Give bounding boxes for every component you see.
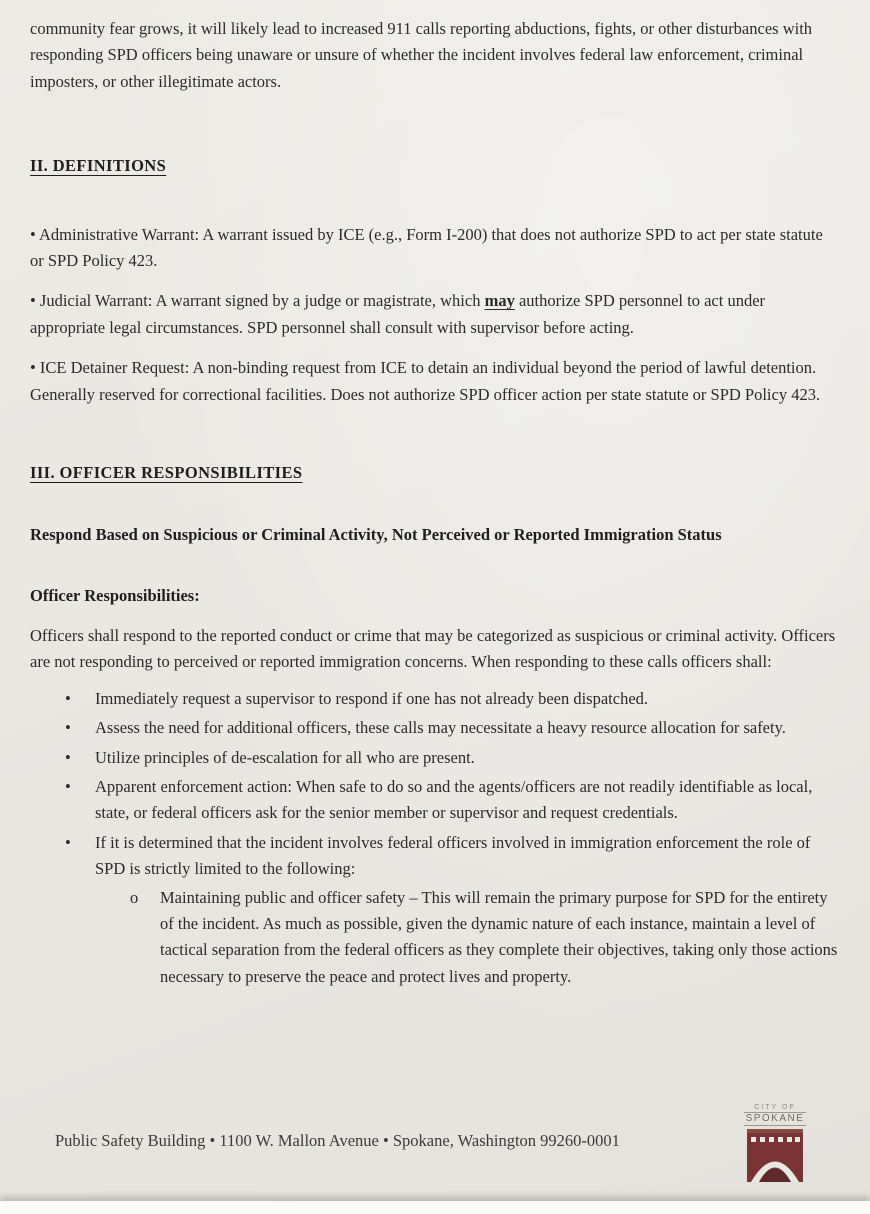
list-item: [65, 745, 840, 771]
logo-city-of-text: CITY OF: [754, 1104, 796, 1111]
list-item-text: Immediately request a supervisor to respond if one has not already been dispatched.: [95, 688, 649, 708]
responsibilities-list: [30, 686, 840, 990]
bullet-icon: •: [65, 718, 71, 738]
footer-address: Public Safety Building • 1100 W. Mallon Avenue • Spokane, Washington 99260-0001: [55, 1131, 620, 1150]
responsibilities-lead-paragraph: Officers shall respond to the reported conduct or crime that may be categorized as suspicious or criminal activity. Officers are not responding to perceived or reported immigration concerns. When responding to these calls officers shall:: [30, 626, 836, 672]
bridge-icon: [746, 1127, 804, 1183]
definitions-heading: II. DEFINITIONS: [30, 156, 167, 176]
bullet-icon: •: [65, 777, 71, 797]
list-item-text: Assess the need for additional officers, these calls may necessitate a heavy resource allocation for safety.: [95, 718, 786, 738]
list-item-text: Utilize principles of de-escalation for all who are present.: [95, 747, 475, 767]
respond-based-subheading: Respond Based on Suspicious or Criminal Activity, Not Perceived or Reported Immigration Status: [30, 525, 722, 545]
document-content: [30, 16, 840, 990]
definition-judicial-warrant: [30, 288, 840, 341]
list-item: [65, 686, 840, 712]
bullet-icon: •: [65, 747, 71, 767]
list-item-with-sub: [95, 830, 840, 990]
sub-list-item-text: Maintaining public and officer safety – This will remain the primary purpose for SPD for the entirety of the incident. As much as possible, given the dynamic nature of each instance, maintain a level of tactical separation from the federal officers as they complete their objectives, taking only those actions necessary to preserve the peace and protect lives and property.: [160, 887, 838, 986]
bullet-icon: •: [65, 688, 71, 708]
intro-paragraph: community fear grows, it will likely lead to increased 911 calls reporting abductions, fights, or other disturbances with responding SPD officers being unaware or unsure of whether the incident involves federal law enforcement, criminal imposters, or other illegitimate actors.: [30, 19, 813, 91]
logo-spokane-text: SPOKANE: [745, 1113, 805, 1124]
spokane-logo: [744, 1104, 806, 1183]
list-item: [65, 774, 840, 827]
judicial-warrant-emphasis: may: [484, 291, 515, 311]
list-item-text: Apparent enforcement action: When safe to do so and the agents/officers are not readily identifiable as local, state, or federal officers ask for the senior member or supervisor and request credentials.: [95, 777, 813, 823]
sub-list-item: [130, 885, 840, 991]
definition-ice-detainer-request: • ICE Detainer Request: A non-binding request from ICE to detain an individual beyond the period of lawful detention. Generally reserved for correctional facilities. Does not authorize SPD officer action per state statute or SPD Policy 423.: [30, 358, 821, 404]
officer-responsibilities-label: Officer Responsibilities:: [30, 585, 200, 605]
bullet-icon: •: [65, 832, 71, 852]
list-item: [65, 715, 840, 741]
list-item-text: If it is determined that the incident involves federal officers involved in immigration enforcement the role of SPD is strictly limited to the following:: [95, 832, 811, 879]
judicial-warrant-text-post: authorize SPD personnel to act under appropriate legal circumstances. SPD personnel shall consult with supervisor before acting.: [30, 291, 766, 337]
judicial-warrant-text-pre: • Judicial Warrant: A warrant signed by a judge or magistrate, which: [30, 291, 485, 311]
sub-bullet-icon: o: [130, 887, 139, 907]
definition-administrative-warrant: • Administrative Warrant: A warrant issued by ICE (e.g., Form I-200) that does not authorize SPD to act per state statute or SPD Policy 423.: [30, 224, 823, 270]
list-item: [65, 830, 840, 990]
officer-responsibilities-heading: III. OFFICER RESPONSIBILITIES: [30, 462, 303, 482]
